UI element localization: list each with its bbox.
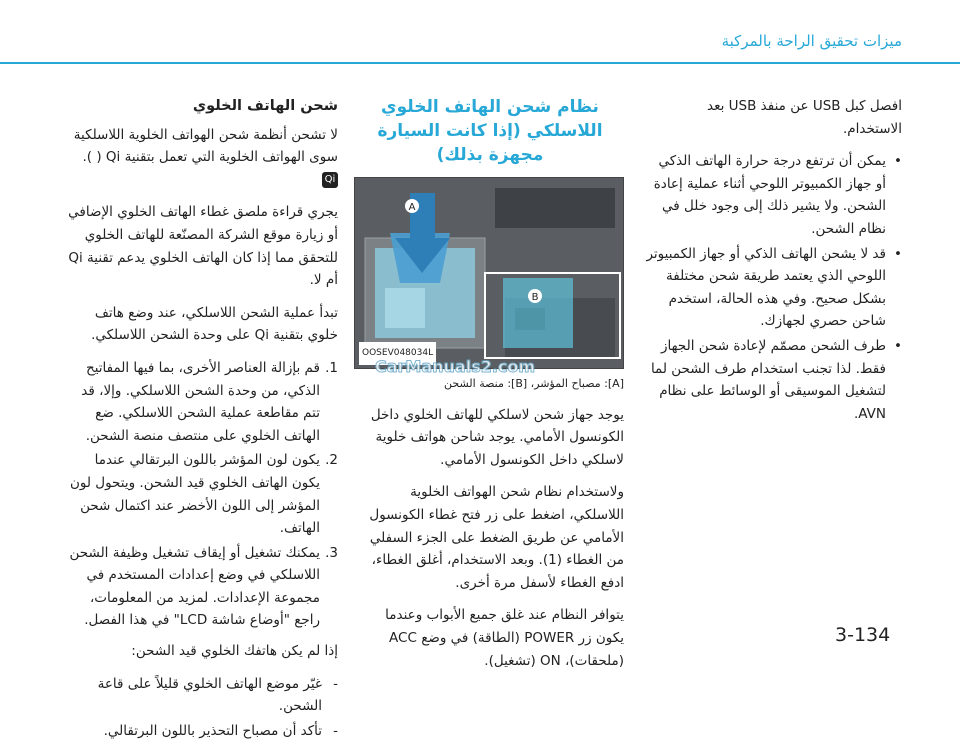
figure-code: OOSEV048034L bbox=[359, 342, 436, 365]
left-column bbox=[66, 95, 338, 744]
header-rule bbox=[0, 62, 960, 64]
usb-notes-list bbox=[644, 150, 902, 425]
step-item bbox=[66, 449, 338, 539]
paragraph: إذا لم يكن هاتفك الخلوي قيد الشحن: bbox=[131, 643, 338, 660]
page-header-title: ميزات تحقيق الراحة بالمركبة bbox=[721, 32, 902, 50]
figure-caption: [A]: مصباح المؤشر، [B]: منصة الشحن bbox=[444, 377, 624, 390]
note-item: • يمكن أن ترتفع درجة حرارة الهاتف الذكي أو جهاز الكمبيوتر اللوحي أثناء عملية إعادة الشحن. ولا يشير ذلك إلى وجود خلل في نظام الشحن. bbox=[644, 150, 902, 240]
steps-list bbox=[66, 357, 338, 632]
troubleshoot-item: - غيّر موضع الهاتف الخلوي قليلاً على قاعة الشحن. bbox=[66, 673, 338, 718]
svg-text:A: A bbox=[408, 202, 416, 213]
usb-disconnect-note: افصل كبل USB عن منفذ USB بعد الاستخدام. bbox=[707, 98, 902, 137]
paragraph: يتوافر النظام عند غلق جميع الأبواب وعندما يكون زر POWER (الطاقة) في وضع ACC (ملحقات)، ON (تشغيل). bbox=[385, 607, 624, 669]
right-column bbox=[644, 95, 902, 427]
paragraph: ولاستخدام نظام شحن الهواتف الخلوية اللاسلكي، اضغط على زر فتح غطاء الكونسول الأمامي عن طريق الضغط على الجزء السفلي من الغطاء (1). وبعد الاستخدام، أغلق الغطاء، ادفع الغطاء لأسفل مرة أخرى. bbox=[369, 484, 624, 591]
step-number: 3. bbox=[325, 544, 338, 561]
paragraph-qi-support bbox=[66, 124, 338, 192]
note-item: • طرف الشحن مصمّم لإعادة شحن الجهاز فقط. لذا تجنب استخدام طرف الشحن لما لتشغيل الموسيقى أو الوسائط على نظام AVN. bbox=[644, 335, 902, 425]
middle-column bbox=[356, 95, 624, 682]
step-item bbox=[66, 357, 338, 447]
paragraph: يجري قراءة ملصق غطاء الهاتف الخلوي الإضافي أو زيارة موقع الشركة المصنّعة للهاتف الخلوي للتحقق مما إذا كان الهاتف الخلوي يدعم تقنية Qi أم لا. bbox=[68, 204, 338, 289]
section-title-wireless-charging: نظام شحن الهاتف الخلوي اللاسلكي (إذا كانت السيارة مجهزة بذلك) bbox=[377, 97, 603, 165]
paragraph: تبدأ عملية الشحن اللاسلكي، عند وضع هاتف خلوي بتقنية Qi على وحدة الشحن اللاسلكي. bbox=[91, 304, 338, 344]
note-item: • قد لا يشحن الهاتف الذكي أو جهاز الكمبيوتر اللوحي الذي يعتمد طريقة شحن مختلفة بشكل صحيح. وفي هذه الحالة، استخدم شاحن حصري لجهازك. bbox=[644, 243, 902, 333]
watermark: CarManuals2.com bbox=[375, 357, 536, 376]
page-number: 3-134 bbox=[835, 624, 891, 646]
paragraph: يوجد جهاز شحن لاسلكي للهاتف الخلوي داخل الكونسول الأمامي. يوجد شاحن هواتف خلوية لاسلكي داخل الكونسول الأمامي. bbox=[370, 406, 624, 468]
troubleshoot-list bbox=[66, 673, 338, 743]
step-number: 1. bbox=[325, 359, 338, 376]
step-text: يمكنك تشغيل أو إيقاف تشغيل وظيفة الشحن اللاسلكي في وضع إعدادات المستخدم في مجموعة الإعدادات. لمزيد من المعلومات، راجع "أوضاع شاشة LCD" في هذا الفصل. bbox=[69, 544, 320, 629]
step-item bbox=[66, 542, 338, 632]
console-illustration bbox=[355, 178, 623, 368]
troubleshoot-item: - تأكد أن مصباح التحذير باللون البرتقالي. bbox=[66, 720, 338, 743]
step-text: قم بإزالة العناصر الأخرى، بما فيها المفاتيح الذكي، من وحدة الشحن اللاسلكي. وإلا، قد تتم مقاطعة عملية الشحن اللاسلكي. ضع الهاتف الخلوي على منتصف منصة الشحن. bbox=[81, 359, 320, 444]
svg-text:B: B bbox=[531, 292, 539, 303]
step-text: يكون لون المؤشر باللون البرتقالي عندما يكون الهاتف الخلوي قيد الشحن. ويتحول لون المؤشر إلى اللون الأخضر عند اكتمال شحن الهاتف. bbox=[69, 452, 320, 537]
qi-icon: Qi bbox=[322, 172, 338, 188]
qi-support-text: لا تشحن أنظمة شحن الهواتف الخلوية اللاسلكية سوى الهواتف الخلوية التي تعمل بتقنية Qi ( ). bbox=[73, 126, 338, 166]
charging-pad-figure bbox=[354, 177, 624, 369]
step-number: 2. bbox=[325, 452, 338, 469]
section-title-phone-charging: شحن الهاتف الخلوي bbox=[192, 98, 338, 114]
